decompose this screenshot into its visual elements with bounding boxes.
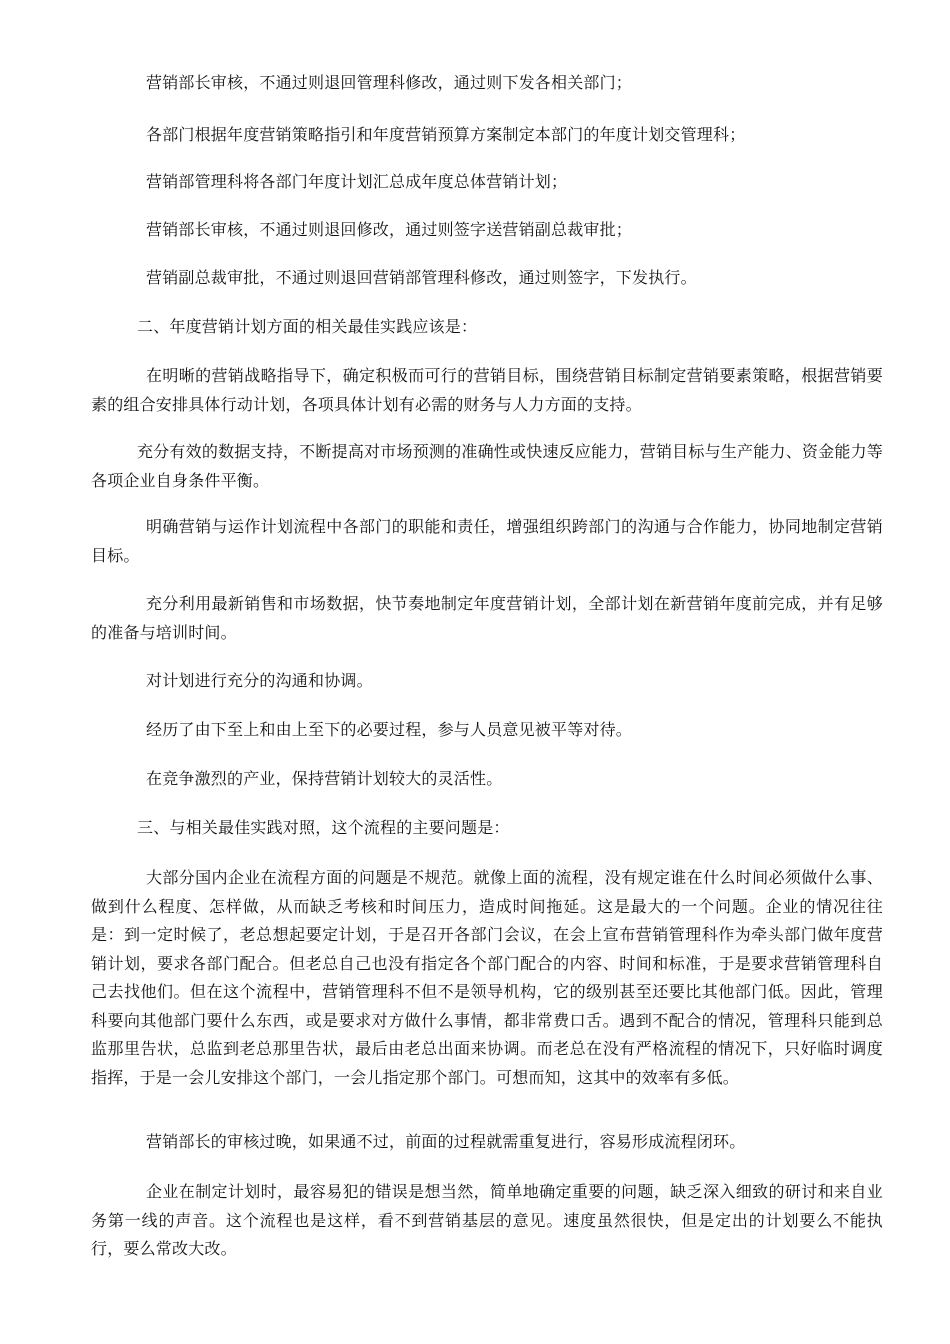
paragraph-step-review-1: 营销部长审核，不通过则退回管理科修改，通过则下发各相关部门； [146, 73, 633, 92]
paragraph-best-practice-4: 充分利用最新销售和市场数据，快节奏地制定年度营销计划，全部计划在新营销年度前完成，并有足够的准备与培训时间。 [91, 594, 883, 642]
section-heading-main-problems: 三、与相关最佳实践对照，这个流程的主要问题是： [137, 818, 510, 837]
paragraph-best-practice-1: 在明晰的营销战略指导下，确定积极而可行的营销目标，围绕营销目标制定营销要素策略，根据营销要素的组合安排具体行动计划，各项具体计划有必需的财务与人力方面的支持。 [91, 366, 883, 414]
paragraph-problem-3: 企业在制定计划时，最容易犯的错误是想当然，简单地确定重要的问题，缺乏深入细致的研讨和来自业务第一线的声音。这个流程也是这样，看不到营销基层的意见。速度虽然很快，但是定出的计划要么不能执行，要么常改大改。 [91, 1182, 883, 1258]
paragraph-step-review-2: 营销部长审核，不通过则退回修改，通过则签字送营销副总裁审批； [146, 220, 633, 239]
paragraph-step-summary: 营销部管理科将各部门年度计划汇总成年度总体营销计划； [146, 172, 568, 191]
paragraph-best-practice-3: 明确营销与运作计划流程中各部门的职能和责任，增强组织跨部门的沟通与合作能力，协同地制定营销目标。 [91, 517, 883, 565]
paragraph-problem-1: 大部分国内企业在流程方面的问题是不规范。就像上面的流程，没有规定谁在什么时间必须做什么事、做到什么程度、怎样做，从而缺乏考核和时间压力，造成时间拖延。这是最大的一个问题。企业的情况往往是：到一定时候了，老总想起要定计划，于是召开各部门会议，在会上宣布营销管理科作为牵头部门做年度营销计划，要求各部门配合。但老总自己也没有指定各个部门配合的内容、时间和标准，于是要求营销管理科自己去找他们。但在这个流程中，营销管理科不但不是领导机构，它的级别甚至还要比其他部门低。因此，管理科要向其他部门要什么东西，或是要求对方做什么事情，都非常费口舌。遇到不配合的情况，管理科只能到总监那里告状，总监到老总那里告状，最后由老总出面来协调。而老总在没有严格流程的情况下，只好临时调度指挥，于是一会儿安排这个部门，一会儿指定那个部门。可想而知，这其中的效率有多低。 [91, 868, 883, 1087]
paragraph-step-vp-approval: 营销副总裁审批，不通过则退回营销部管理科修改，通过则签字，下发执行。 [146, 268, 697, 287]
section-heading-best-practice: 二、年度营销计划方面的相关最佳实践应该是： [137, 317, 478, 336]
paragraph-best-practice-6: 经历了由下至上和由上至下的必要过程，参与人员意见被平等对待。 [146, 720, 633, 739]
paragraph-step-department-plans: 各部门根据年度营销策略指引和年度营销预算方案制定本部门的年度计划交管理科； [146, 125, 746, 144]
paragraph-problem-2: 营销部长的审核过晚，如果通不过，前面的过程就需重复进行，容易形成流程闭环。 [146, 1132, 746, 1151]
paragraph-best-practice-5: 对计划进行充分的沟通和协调。 [146, 671, 373, 690]
paragraph-best-practice-7: 在竞争激烈的产业，保持营销计划较大的灵活性。 [146, 769, 503, 788]
paragraph-best-practice-2: 充分有效的数据支持，不断提高对市场预测的准确性或快速反应能力，营销目标与生产能力、资金能力等各项企业自身条件平衡。 [91, 442, 883, 490]
